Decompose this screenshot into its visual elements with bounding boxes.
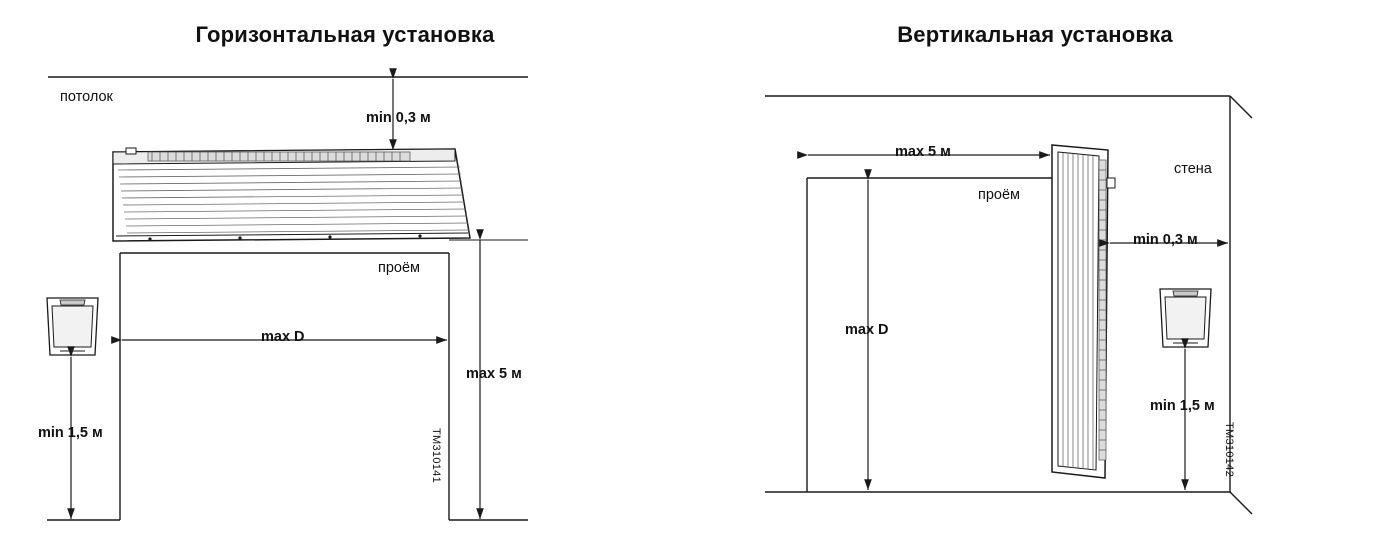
label-max-d: max D <box>261 329 305 345</box>
label-opening: проём <box>378 260 421 276</box>
vertical-panel-title: Вертикальная установка <box>897 22 1173 47</box>
drawing-code-right: TM310142 <box>1223 422 1235 477</box>
control-panel-unit-horizontal <box>47 298 98 355</box>
label-min-floor: min 1,5 м <box>38 425 103 441</box>
label-max-height: max 5 м <box>466 366 522 382</box>
corner-line-bottom <box>1230 492 1252 514</box>
air-curtain-unit-vertical <box>1052 145 1115 478</box>
vertical-installation-panel <box>690 0 1380 537</box>
label-wall: стена <box>1174 161 1212 177</box>
label-min-floor-right: min 1,5 м <box>1150 398 1215 414</box>
horizontal-panel-title: Горизонтальная установка <box>195 22 495 47</box>
label-max-width: max 5 м <box>895 144 951 160</box>
corner-line-top <box>1230 96 1252 118</box>
vertical-diagram-svg <box>690 0 1380 537</box>
label-min-gap: min 0,3 м <box>1133 232 1198 248</box>
drawing-code-left: TM310141 <box>430 428 442 483</box>
label-opening-right: проём <box>978 187 1021 203</box>
control-panel-unit-vertical <box>1160 289 1211 347</box>
air-curtain-unit-horizontal <box>113 148 470 241</box>
label-ceiling: потолок <box>60 89 113 105</box>
label-max-d-right: max D <box>845 322 889 338</box>
label-min-top: min 0,3 м <box>366 110 431 126</box>
